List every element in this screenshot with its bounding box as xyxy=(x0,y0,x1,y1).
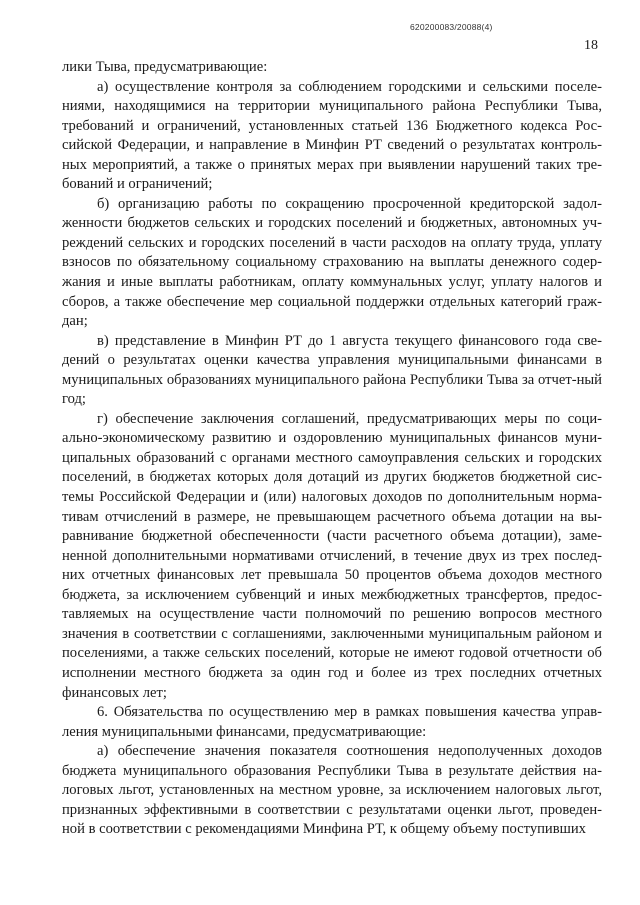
document-body xyxy=(62,58,602,840)
paragraph-section-6: 6. Обязательства по осуществлению мер в рамках повышения качества управ-ления муниципальными финансами, предусматривающие: xyxy=(62,704,602,740)
paragraph-item-b: б) организацию работы по сокращению просроченной кредиторской задол-женности бюджетов сельских и городских поселений и бюджетных, автономных уч-реждений сельских и городских поселений в части расходов на оплату труда, уплату взносов по обязательному социальному страхованию на выплаты денежного содер-жания и иные выплаты работникам, оплату коммунальных услуг, уплату налогов и сборов, а также обеспечение мер социальной поддержки отдельных категорий граж-дан; xyxy=(62,195,602,330)
page-number: 18 xyxy=(584,38,598,53)
paragraph-continuation: лики Тыва, предусматривающие: xyxy=(62,59,268,75)
paragraph-item-v: в) представление в Минфин РТ до 1 августа текущего финансового года све-дений о результатах оценки качества управления муниципальными финансами в муниципальных образованиях муниципального района Республики Тыва за отчет-ный год; xyxy=(62,332,602,408)
document-id: 620200083/20088(4) xyxy=(410,22,493,32)
paragraph-item-a: а) осуществление контроля за соблюдением городскими и сельскими поселе-ниями, находящимися на территории муниципального района Республики Тыва, требований и ограничений, установленных статьей 136 Бюджетного кодекса Рос-сийской Федерации, и направление в Минфин РТ сведений о результатах контроль-ных мероприятий, а также о принятых мерах при выявлении нарушений таких тре-бований и ограничений; xyxy=(62,78,602,193)
paragraph-section-6-item-a: а) обеспечение значения показателя соотношения недополученных доходов бюджета муниципального образования Республики Тыва в результате действия на-логовых льгот, установленных на местном уровне, за исключением налоговых льгот, признанных эффективными в соответствии с результатами оценки льгот, проведен-ной в соответствии с рекомендациями Минфина РТ, к общему объему поступивших xyxy=(62,743,602,838)
paragraph-item-g: г) обеспечение заключения соглашений, предусматривающих меры по соци-ально-экономическому развитию и оздоровлению муниципальных финансов муни-ципальных образований с органами местного самоуправления сельских и городских поселений, в бюджетах которых доля дотаций из других бюджетов бюджетной сис-темы Российской Федерации и (или) налоговых доходов по дополнительным норма-тивам отчислений в размере, не превышающем расчетного объема дотации на вы-равнивание бюджетной обеспеченности (части расчетного объема дотации), заме-ненной дополнительными нормативами отчислений, в течение двух из трех послед-них отчетных финансовых лет превышала 50 процентов объема доходов местного бюджета, за исключением субвенций и иных межбюджетных трансфертов, предос-тавляемых на осуществление части полномочий по решению вопросов местного значения в соответствии с соглашениями, заключенными муниципальным районом и поселениями, а также сельских поселений, которые не имеют годовой отчетности об исполнении местного бюджета за один год и более из трех последних отчетных финансовых лет; xyxy=(62,410,602,701)
